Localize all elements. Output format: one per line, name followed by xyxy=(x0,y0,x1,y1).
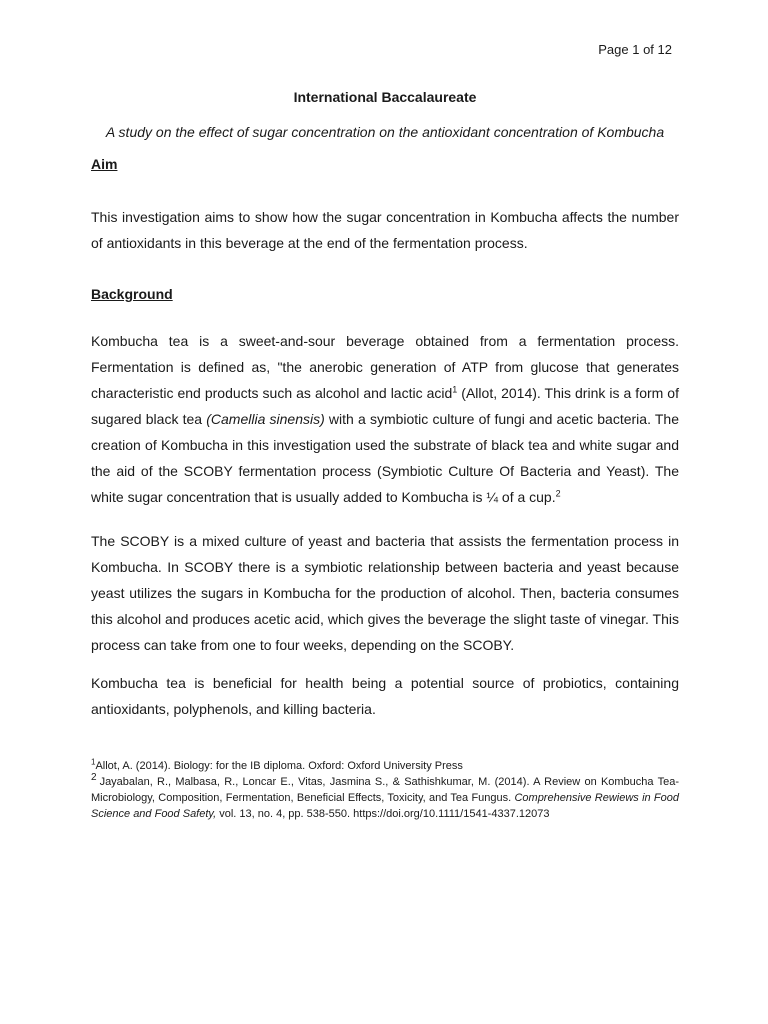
footnotes xyxy=(91,758,679,822)
background-heading: Background xyxy=(91,286,173,302)
background-p1-part-c: with a symbiotic culture of fungi and acetic bacteria. The creation of Kombucha in this investigation used the substrate of black tea and white sugar and the aid of the SCOBY fermentation process (Symbiotic Culture Of Bacteria and Yeast). The white sugar concentration that is usually added to Kombucha is ¼ of a cup. xyxy=(91,411,679,505)
aim-paragraph: This investigation aims to show how the sugar concentration in Kombucha affects the number of antioxidants in this beverage at the end of the fermentation process. xyxy=(91,209,679,251)
document-subtitle: A study on the effect of sugar concentration on the antioxidant concentration of Kombucha xyxy=(105,124,665,140)
page-number: Page 1 of 12 xyxy=(598,42,672,57)
footnote-1 xyxy=(91,758,679,774)
footnote-1-mark: 1 xyxy=(91,757,96,767)
page-content xyxy=(91,89,679,822)
footnote-2-journal: Comprehensive Rewiews in Food Science and Food Safety, xyxy=(91,792,679,820)
background-paragraph-1 xyxy=(91,328,679,510)
footnote-2 xyxy=(91,774,679,822)
background-p1-part-b: (Allot, 2014). This drink is a form of sugared black tea xyxy=(91,385,679,427)
background-p1-part-a: Kombucha tea is a sweet-and-sour beverage obtained from a fermentation process. Fermentation is defined as, "the anerobic generation of ATP from glucose that generates characteristic end products such as alcohol and lactic acid xyxy=(91,333,679,401)
background-paragraph-2: The SCOBY is a mixed culture of yeast and bacteria that assists the fermentation process in Kombucha. In SCOBY there is a symbiotic relationship between bacteria and yeast because yeast utilizes the sugars in Kombucha for the production of alcohol. Then, bacteria consumes this alcohol and produces acetic acid, which gives the beverage the slight taste of vinegar. This process can take from one to four weeks, depending on the SCOBY. xyxy=(91,533,679,653)
footnote-ref-1: 1 xyxy=(452,384,458,395)
footnote-ref-2: 2 xyxy=(555,488,561,499)
aim-heading: Aim xyxy=(91,156,118,172)
footnote-2-text-a: Jayabalan, R., Malbasa, R., Loncar E., Vitas, Jasmina S., & Sathishkumar, M. (2014). A Review on Kombucha Tea- Microbiology, Composition, Fermentation, Beneficial Effects, Toxicity, and Tea Fungus. xyxy=(91,776,679,804)
footnote-2-mark: 2 xyxy=(91,772,97,784)
footnote-1-text: Allot, A. (2014). Biology: for the IB diploma. Oxford: Oxford University Press xyxy=(95,760,463,772)
footnote-2-text-b: vol. 13, no. 4, pp. 538-550. https://doi.org/10.1111/1541-4337.12073 xyxy=(216,808,550,820)
background-paragraph-3: Kombucha tea is beneficial for health being a potential source of probiotics, containing antioxidants, polyphenols, and killing bacteria. xyxy=(91,675,679,717)
species-name: (Camellia sinensis) xyxy=(206,411,325,427)
document-title: International Baccalaureate xyxy=(293,89,477,105)
